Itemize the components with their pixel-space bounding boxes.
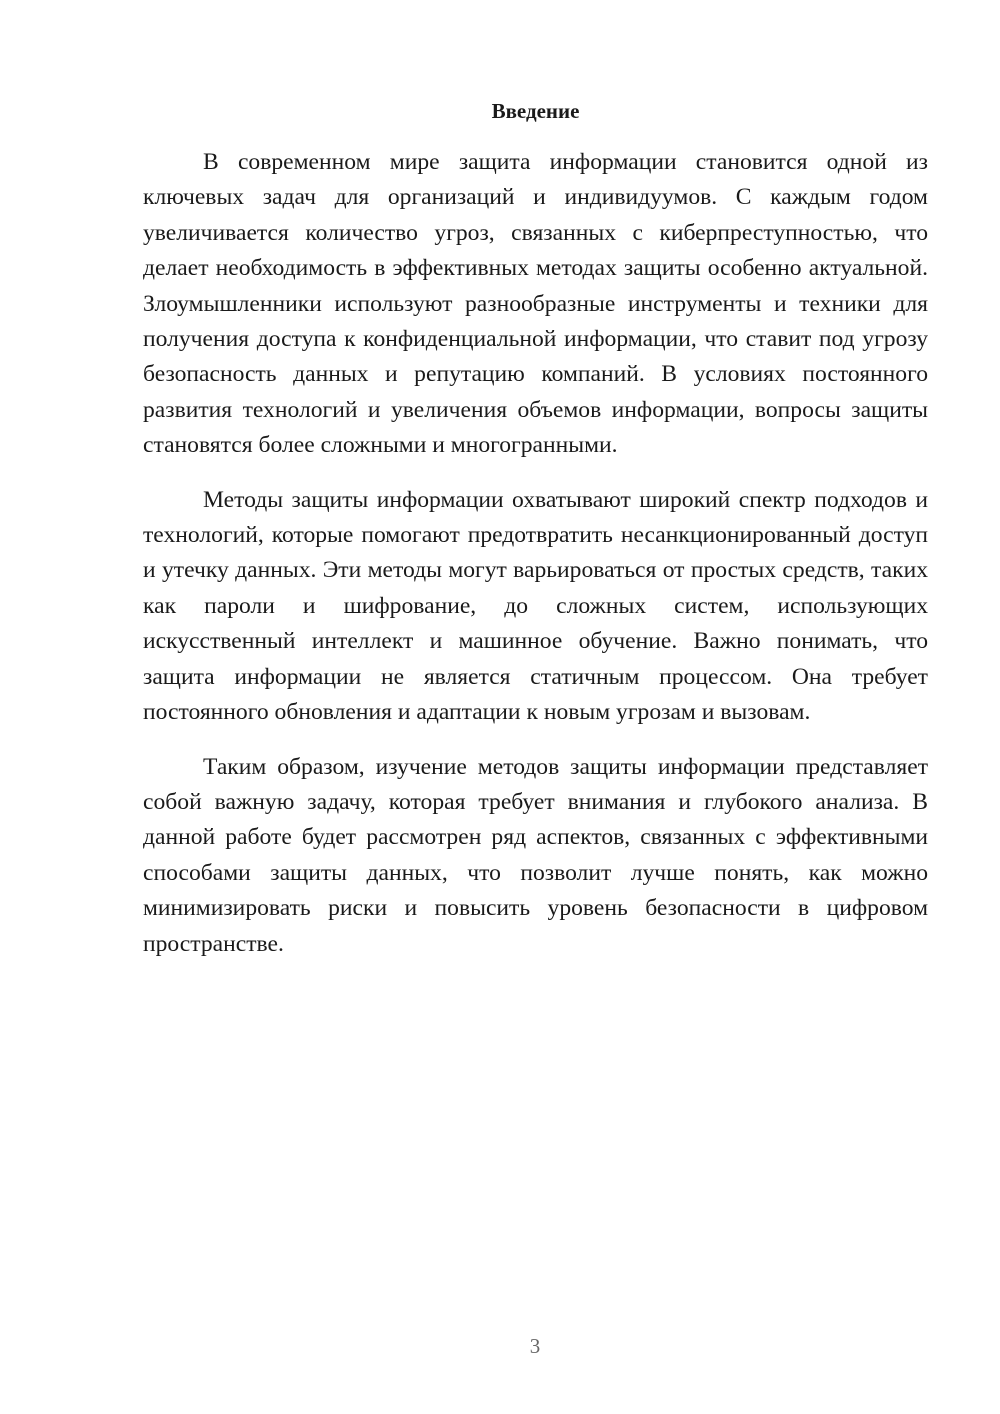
paragraph-intro: В современном мире защита информации становится одной из ключевых задач для организаций и индивидуумов. С каждым годом увеличивается количество угроз, связанных с киберпреступностью, что делает необходимость в эффективных методах защиты особенно актуальной. Злоумышленники используют разнообразные инструменты и техники для получения доступа к конфиденциальной информации, что ставит под угрозу безопасность данных и репутацию компаний. В условиях постоянного развития технологий и увеличения объемов информации, вопросы защиты становятся более сложными и многогранными.: [143, 149, 928, 459]
page-content: [143, 95, 928, 981]
paragraph-conclusion: Таким образом, изучение методов защиты информации представляет собой важную задачу, которая требует внимания и глубокого анализа. В данной работе будет рассмотрен ряд аспектов, связанных с эффективными способами защиты данных, что позволит лучше понять, как можно минимизировать риски и повысить уровень безопасности в цифровом пространстве.: [143, 753, 928, 957]
page-number: 3: [529, 1334, 541, 1358]
section-heading: Введение: [491, 99, 580, 123]
paragraph-methods: Методы защиты информации охватывают широкий спектр подходов и технологий, которые помогают предотвратить несанкционированный доступ и утечку данных. Эти методы могут варьироваться от простых средств, таких как пароли и шифрование, до сложных систем, использующих искусственный интеллект и машинное обучение. Важно понимать, что защита информации не является статичным процессом. Она требует постоянного обновления и адаптации к новым угрозам и вызовам.: [143, 486, 928, 726]
